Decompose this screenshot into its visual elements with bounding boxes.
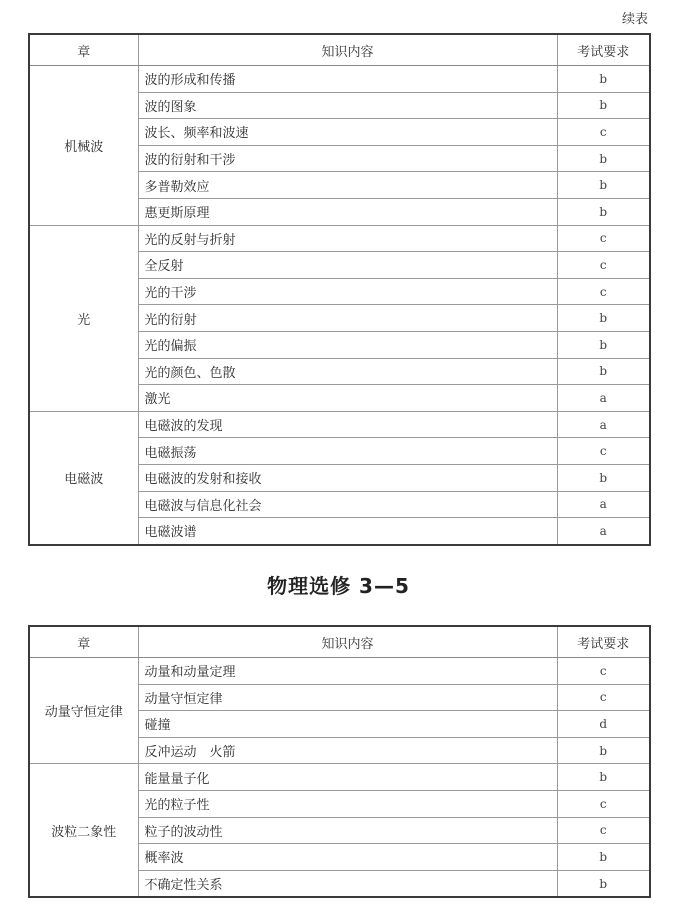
- chapter-cell: 波粒二象性: [29, 764, 138, 897]
- level-cell: c: [557, 119, 650, 146]
- level-cell: b: [557, 92, 650, 119]
- table-row: [29, 411, 650, 438]
- topic-cell: 动量守恒定律: [138, 684, 557, 711]
- level-cell: a: [557, 491, 650, 518]
- level-cell: b: [557, 737, 650, 764]
- chapter-cell: 电磁波: [29, 411, 138, 544]
- level-cell: a: [557, 411, 650, 438]
- level-cell: b: [557, 870, 650, 897]
- topic-cell: 光的颜色、色散: [138, 358, 557, 385]
- level-cell: b: [557, 145, 650, 172]
- topic-cell: 波的图象: [138, 92, 557, 119]
- level-cell: b: [557, 331, 650, 358]
- topic-cell: 电磁振荡: [138, 438, 557, 465]
- requirements-table-1: [28, 33, 651, 546]
- level-cell: b: [557, 172, 650, 199]
- table-header-row: [29, 626, 650, 658]
- topic-cell: 波的形成和传播: [138, 66, 557, 93]
- header-content: 知识内容: [138, 626, 557, 658]
- topic-cell: 电磁波的发现: [138, 411, 557, 438]
- header-requirement: 考试要求: [557, 626, 650, 658]
- table-row: [29, 225, 650, 252]
- topic-cell: 不确定性关系: [138, 870, 557, 897]
- level-cell: a: [557, 518, 650, 545]
- table-row: [29, 66, 650, 93]
- topic-cell: 概率波: [138, 844, 557, 871]
- topic-cell: 惠更斯原理: [138, 198, 557, 225]
- topic-cell: 光的衍射: [138, 305, 557, 332]
- topic-cell: 多普勒效应: [138, 172, 557, 199]
- level-cell: c: [557, 658, 650, 685]
- table-row: [29, 658, 650, 685]
- level-cell: c: [557, 252, 650, 279]
- level-cell: c: [557, 438, 650, 465]
- level-cell: c: [557, 790, 650, 817]
- topic-cell: 光的粒子性: [138, 790, 557, 817]
- topic-cell: 能量量子化: [138, 764, 557, 791]
- chapter-cell: 光: [29, 225, 138, 411]
- table-header-row: [29, 34, 650, 66]
- level-cell: b: [557, 358, 650, 385]
- level-cell: b: [557, 305, 650, 332]
- level-cell: b: [557, 764, 650, 791]
- level-cell: b: [557, 844, 650, 871]
- section-title: 物理选修 3—5: [267, 574, 410, 598]
- topic-cell: 光的干涉: [138, 278, 557, 305]
- level-cell: b: [557, 198, 650, 225]
- continued-table-label: 续表: [621, 12, 648, 27]
- header-chapter: 章: [29, 34, 138, 66]
- topic-cell: 波长、频率和波速: [138, 119, 557, 146]
- topic-cell: 光的反射与折射: [138, 225, 557, 252]
- level-cell: c: [557, 817, 650, 844]
- topic-cell: 反冲运动 火箭: [138, 737, 557, 764]
- topic-cell: 动量和动量定理: [138, 658, 557, 685]
- header-requirement: 考试要求: [557, 34, 650, 66]
- level-cell: b: [557, 66, 650, 93]
- chapter-cell: 机械波: [29, 66, 138, 226]
- topic-cell: 波的衍射和干涉: [138, 145, 557, 172]
- level-cell: c: [557, 684, 650, 711]
- topic-cell: 激光: [138, 385, 557, 412]
- topic-cell: 电磁波谱: [138, 518, 557, 545]
- requirements-table-2: [28, 625, 651, 898]
- topic-cell: 电磁波与信息化社会: [138, 491, 557, 518]
- table-row: [29, 764, 650, 791]
- topic-cell: 光的偏振: [138, 331, 557, 358]
- level-cell: c: [557, 225, 650, 252]
- topic-cell: 电磁波的发射和接收: [138, 464, 557, 491]
- header-chapter: 章: [29, 626, 138, 658]
- topic-cell: 碰撞: [138, 711, 557, 738]
- level-cell: a: [557, 385, 650, 412]
- topic-cell: 粒子的波动性: [138, 817, 557, 844]
- chapter-cell: 动量守恒定律: [29, 658, 138, 764]
- level-cell: d: [557, 711, 650, 738]
- level-cell: c: [557, 278, 650, 305]
- header-content: 知识内容: [138, 34, 557, 66]
- level-cell: b: [557, 464, 650, 491]
- topic-cell: 全反射: [138, 252, 557, 279]
